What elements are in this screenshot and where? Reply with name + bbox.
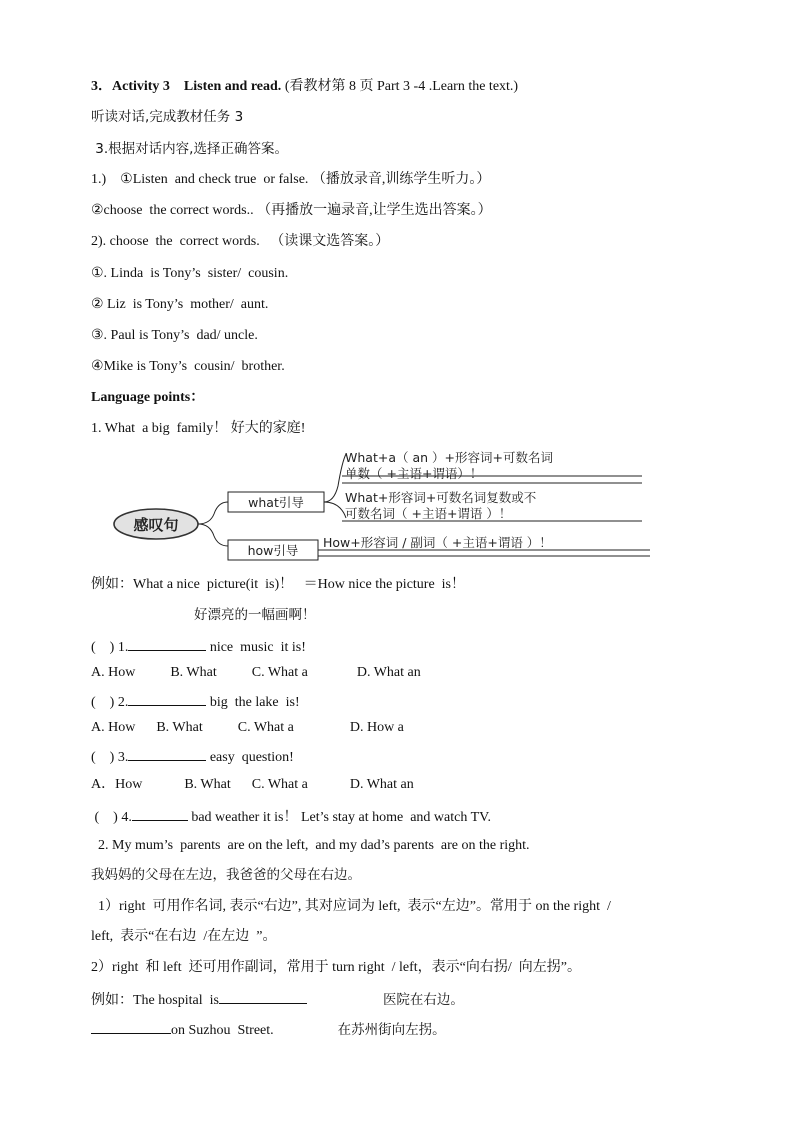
step-2: ②choose the correct words.. （再播放一遍录音,让学生选出答案。） [91, 203, 492, 218]
point-1: 1. What a big family！ 好大的家庭! [91, 421, 306, 436]
exercise-3-text: easy question! [206, 750, 294, 765]
language-points-label: Language points： [91, 390, 205, 405]
exercise-1-options: A. How B. What C. What a D. What an [91, 665, 421, 680]
exercise-4-text: bad weather it is！ Let’s stay at home and watch TV. [187, 810, 491, 825]
task-line: 听读对话,完成教材任务 3 [91, 109, 244, 125]
question-4: ④Mike is Tony’s cousin/ brother. [91, 359, 285, 374]
exercise-1-blank[interactable] [128, 637, 206, 651]
right-note-2: left, 表示“在右边 /在左边 ”。 [91, 929, 277, 944]
example-1-translation: 好漂亮的一幅画啊！ [194, 607, 316, 623]
exercise-1-text: nice music it is! [206, 640, 306, 655]
right-note-1: 1）right 可用作名词, 表示“右边”, 其对应词为 left, 表示“左边”。常用于 on the right / [91, 899, 611, 914]
question-3: ③. Paul is Tony’s dad/ uncle. [91, 328, 258, 343]
exercise-3-options: A．How B. What C. What a D. What an [91, 777, 414, 792]
exercise-1-number: ( ) 1. [91, 640, 129, 655]
example-6-translation: 在苏州街向左拐。 [337, 1022, 446, 1038]
diagram-rule-1-line-1: What+a（ an ）+形容词+可数名词 [345, 450, 553, 465]
activity-heading [91, 78, 518, 96]
exercise-3-number: ( ) 3. [91, 750, 129, 765]
diagram-center-label: 感叹句 [133, 516, 179, 534]
example-6 [91, 1020, 446, 1040]
exclamation-diagram [110, 446, 670, 566]
step-3: 2). choose the correct words. （读课文选答案。） [91, 234, 390, 249]
exercise-2-number: ( ) 2. [91, 695, 129, 710]
example-5-text: 例如：The hospital is [91, 993, 219, 1008]
instruction-line: 3.根据对话内容,选择正确答案。 [91, 141, 288, 157]
point-2: 2. My mum’s parents are on the left, and my dad’s parents are on the right. [91, 838, 530, 853]
exercise-2-text: big the lake is! [206, 695, 300, 710]
diagram-rule-3: How+形容词 / 副词（ +主语+谓语 ）！ [323, 535, 552, 550]
example-6-blank[interactable] [91, 1020, 171, 1034]
exercise-2-options: A. How B. What C. What a D. How a [91, 720, 404, 735]
example-1: 例如：What a nice picture(it is)！ ＝How nice the picture is！ [91, 577, 466, 592]
activity-title: Activity 3 Listen and read. [112, 79, 282, 94]
example-5-translation: 医院在右边。 [382, 992, 464, 1008]
exercise-4 [91, 807, 491, 827]
diagram-rule-2-line-1: What+形容词+可数名词复数或不 [345, 490, 537, 505]
exercise-2-blank[interactable] [128, 692, 206, 706]
activity-number: 3． [91, 79, 112, 94]
step-1: 1.) ①Listen and check true or false. （播放录音,训练学生听力。） [91, 172, 491, 187]
diagram-rule-2-line-2: 可数名词（ +主语+谓语 ）！ [345, 506, 512, 521]
exercise-4-number: ( ) 4. [91, 810, 132, 825]
diagram-rule-1-line-2: 单数（ +主语+谓语）！ [345, 466, 483, 481]
example-6-text: on Suzhou Street. [171, 1023, 274, 1038]
exercise-3-blank[interactable] [128, 747, 206, 761]
exercise-1 [91, 637, 306, 657]
question-1: ①. Linda is Tony’s sister/ cousin. [91, 266, 289, 281]
diagram-how-label: how引导 [247, 543, 299, 558]
question-2: ② Liz is Tony’s mother/ aunt. [91, 297, 269, 312]
exercise-4-blank[interactable] [132, 807, 188, 821]
language-points-heading [91, 389, 204, 407]
point-2-translation: 我妈妈的父母在左边，我爸爸的父母在右边。 [91, 867, 361, 883]
activity-reference: (看教材第 8 页 Part 3 -4 .Learn the text.) [281, 79, 519, 94]
example-5 [91, 990, 464, 1010]
diagram-what-label: what引导 [248, 495, 304, 510]
right-note-3: 2）right 和 left 还可用作副词，常用于 turn right / left，表示“向右拐/ 向左拐”。 [91, 960, 581, 975]
example-5-blank[interactable] [219, 990, 307, 1004]
exercise-3 [91, 747, 294, 767]
exercise-2 [91, 692, 300, 712]
